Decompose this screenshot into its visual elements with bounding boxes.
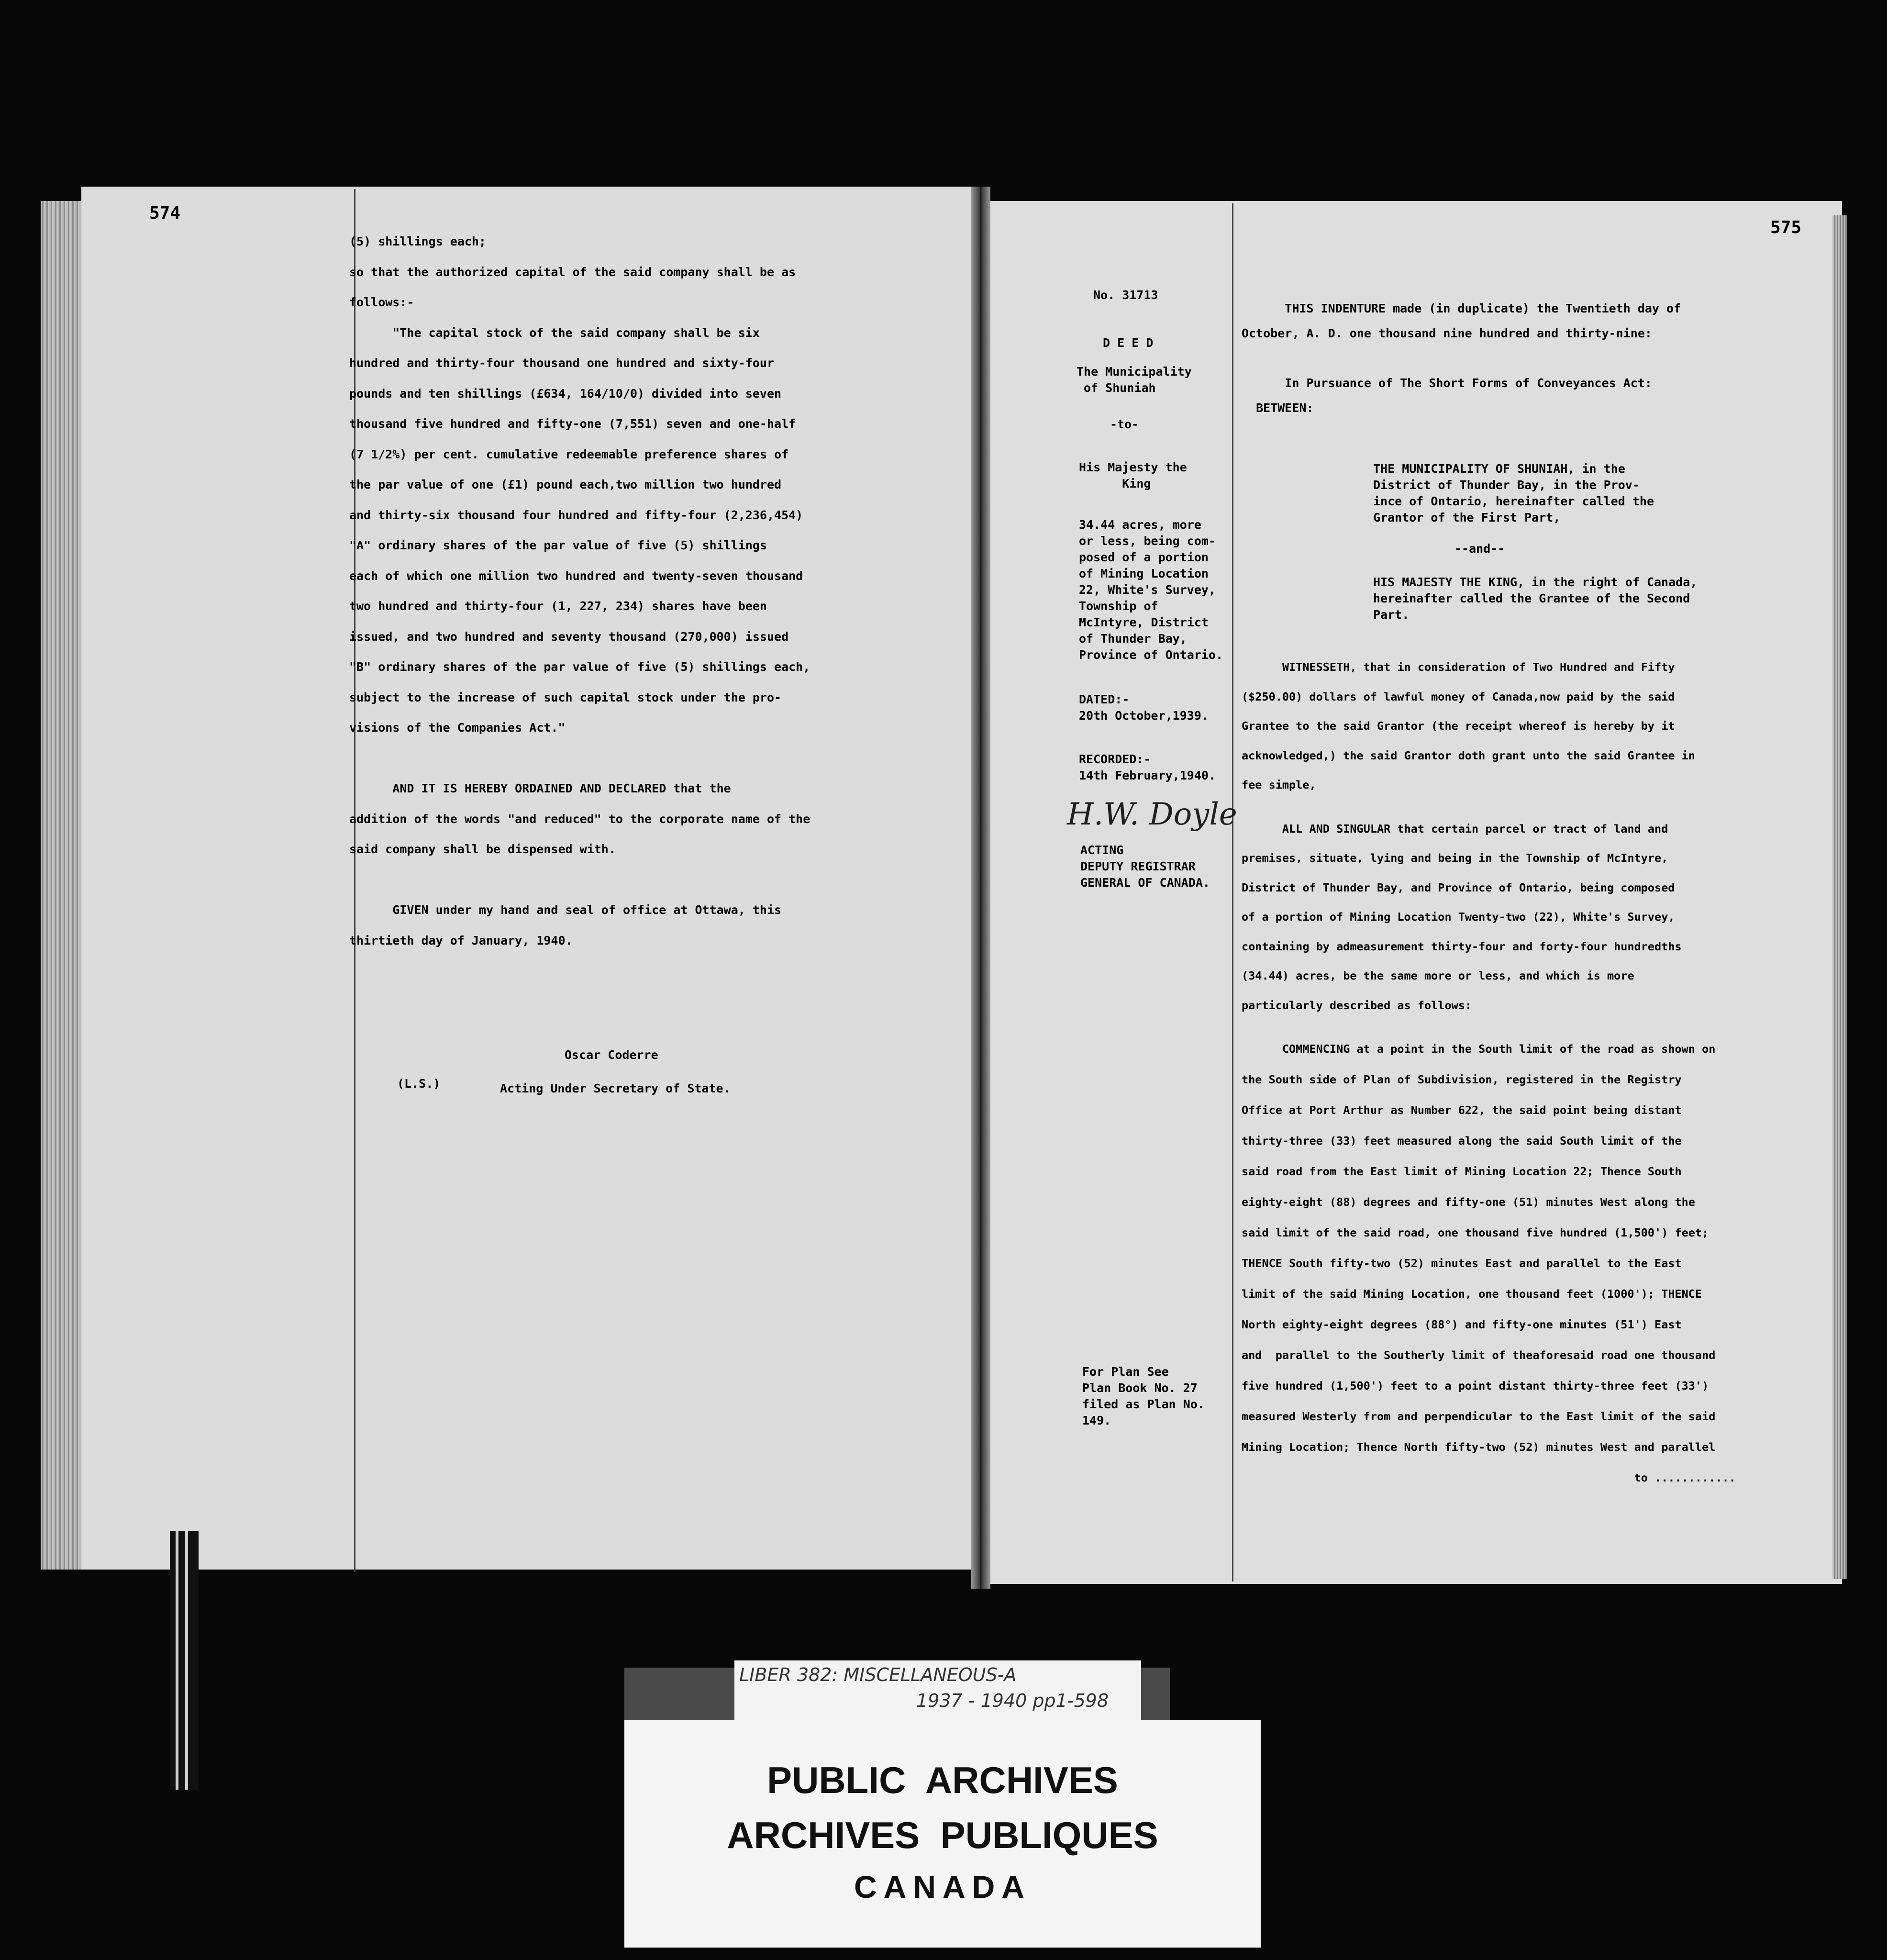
plan-reference: For Plan See Plan Book No. 27 filed as Plan No. 149. [1082, 1365, 1205, 1427]
text-line: five hundred (1,500') feet to a point distant thirty-three feet (33') [1242, 1379, 1709, 1392]
text-line: and parallel to the Southerly limit of theaforesaid road one thousand [1242, 1348, 1716, 1362]
deed-heading: D E E D [1103, 336, 1154, 350]
pen-pointer [170, 1531, 199, 1790]
recorded-note: RECORDED:- 14th February,1940. [1079, 752, 1216, 782]
registrar-title: ACTING DEPUTY REGISTRAR GENERAL OF CANADA. [1080, 843, 1210, 890]
volume-tag-line-1: LIBER 382: MISCELLANEOUS-A [739, 1664, 1017, 1685]
text-line: (5) shillings each; [349, 234, 486, 248]
text-line: and thirty-six thousand four hundred and fifty-four (2,236,454) [349, 508, 803, 522]
book-gutter [971, 187, 990, 1589]
party-grantee: HIS MAJESTY THE KING, in the right of Canada, hereinafter called the Grantee of the Second Part. [1373, 575, 1698, 622]
text-line: (7 1/2%) per cent. cumulative redeemable preference shares of [349, 447, 789, 461]
to-marker: -to- [1110, 417, 1139, 431]
volume-tag-line-2: 1937 - 1940 pp1-598 [916, 1690, 1109, 1711]
archives-card [624, 1720, 1261, 1948]
text-line: THENCE South fifty-two (52) minutes East and parallel to the East [1242, 1257, 1682, 1270]
text-line: WITNESSETH, that in consideration of Two Hundred and Fifty [1242, 660, 1675, 674]
page-edges-right [1832, 215, 1847, 1579]
text-line: THIS INDENTURE made (in duplicate) the Twentieth day of [1242, 301, 1681, 315]
text-line: Grantee to the said Grantor (the receipt whereof is hereby by it [1242, 719, 1675, 733]
text-line [1242, 1028, 1830, 1042]
text-line: COMMENCING at a point in the South limit of the road as shown on [1242, 1042, 1716, 1056]
text-line: pounds and ten shillings (£634, 164/10/0) divided into seven [349, 386, 782, 401]
text-line: the par value of one (£1) pound each,two million two hundred [349, 478, 782, 491]
text-line: ($250.00) dollars of lawful money of Canada,now paid by the said [1242, 690, 1675, 703]
text-line: ALL AND SINGULAR that certain parcel or tract of land and [1242, 822, 1668, 835]
archives-card-line-1: PUBLIC ARCHIVES [767, 1759, 1118, 1801]
text-line: "A" ordinary shares of the par value of five (5) shillings [349, 538, 767, 552]
text-line: thirtieth day of January, 1940. [349, 933, 573, 947]
text-line: particularly described as follows: [1242, 998, 1472, 1012]
text-line: hundred and thirty-four thousand one hundred and sixty-four [349, 356, 775, 370]
page-number-right: 575 [1770, 218, 1802, 237]
text-line [1242, 808, 1830, 822]
text-line [349, 751, 971, 782]
archives-card-line-2: ARCHIVES PUBLIQUES [727, 1814, 1158, 1856]
text-line: premises, situate, lying and being in the Township of McIntyre, [1242, 851, 1668, 865]
text-line: containing by admeasurement thirty-four and forty-four hundredths [1242, 939, 1682, 953]
text-line: the South side of Plan of Subdivision, registered in the Registry [1242, 1073, 1682, 1086]
text-line: In Pursuance of The Short Forms of Conveyances Act: [1242, 376, 1652, 390]
text-line: said company shall be dispensed with. [349, 842, 616, 856]
property-summary: 34.44 acres, more or less, being com- posed of a portion of Mining Location 22, White's Survey, Township of McIntyre, District of Thunder Bay, Province of Ontario. [1079, 518, 1223, 662]
text-line: to ............ [1242, 1471, 1736, 1484]
right-margin-rule [1232, 203, 1233, 1581]
grantee-short: His Majesty the King [1079, 460, 1187, 490]
text-line: follows:- [349, 295, 414, 309]
deed-number: No. 31713 [1093, 288, 1158, 302]
text-line: subject to the increase of such capital stock under the pro- [349, 690, 782, 704]
left-page-text [349, 234, 971, 964]
text-line: so that the authorized capital of the said company shall be as [349, 265, 796, 279]
text-line: limit of the said Mining Location, one thousand feet (1000'); THENCE [1242, 1287, 1702, 1301]
text-line: two hundred and thirty-four (1, 227, 234) shares have been [349, 599, 767, 613]
registrar-signature: H.W. Doyle [1067, 797, 1237, 832]
seal-marker: (L.S.) [397, 1077, 441, 1091]
text-line: visions of the Companies Act." [349, 721, 566, 735]
text-line: October, A. D. one thousand nine hundred and thirty-nine: [1242, 326, 1652, 340]
text-line: BETWEEN: [1242, 401, 1314, 415]
text-line: issued, and two hundred and seventy thousand (270,000) issued [349, 629, 789, 644]
text-line: AND IT IS HEREBY ORDAINED AND DECLARED that the [349, 781, 731, 795]
text-line: eighty-eight (88) degrees and fifty-one (51) minutes West along the [1242, 1195, 1695, 1209]
grantor-short: The Municipality of Shuniah [1077, 365, 1192, 395]
text-line: measured Westerly from and perpendicular to the East limit of the said [1242, 1410, 1716, 1423]
text-line: "The capital stock of the said company shall be six [349, 325, 760, 340]
indenture-body [1242, 660, 1830, 1490]
page-number-left: 574 [149, 203, 181, 223]
dated-note: DATED:- 20th October,1939. [1079, 692, 1209, 723]
party-grantor: THE MUNICIPALITY OF SHUNIAH, in the District of Thunder Bay, in the Prov- ince of Ontario, hereinafter called the Grantor of the First Part, [1373, 462, 1654, 524]
text-line [349, 873, 971, 903]
text-line: acknowledged,) the said Grantor doth grant unto the said Grantee in [1242, 748, 1695, 762]
text-line: thirty-three (33) feet measured along the said South limit of the [1242, 1134, 1682, 1147]
text-line: Office at Port Arthur as Number 622, the said point being distant [1242, 1103, 1682, 1117]
text-line: said road from the East limit of Mining Location 22; Thence South [1242, 1165, 1682, 1178]
text-line: North eighty-eight degrees (88°) and fifty-one minutes (51') East [1242, 1318, 1682, 1331]
text-line: thousand five hundred and fifty-one (7,551) seven and one-half [349, 417, 796, 431]
text-line: each of which one million two hundred and twenty-seven thousand [349, 568, 803, 583]
text-line: fee simple, [1242, 778, 1316, 791]
text-line: of a portion of Mining Location Twenty-two (22), White's Survey, [1242, 910, 1675, 924]
indenture-opening [1242, 301, 1816, 426]
text-line: GIVEN under my hand and seal of office at Ottawa, this [349, 903, 782, 917]
text-line: (34.44) acres, be the same more or less, and which is more [1242, 969, 1634, 982]
text-line: "B" ordinary shares of the par value of five (5) shillings each, [349, 660, 810, 674]
archives-card-line-3: CANADA [854, 1869, 1031, 1904]
and-marker: --and-- [1454, 542, 1505, 556]
signatory-name: Oscar Coderre [565, 1048, 658, 1062]
text-line: addition of the words "and reduced" to the corporate name of the [349, 812, 810, 826]
text-line [1242, 351, 1816, 376]
text-line: said limit of the said road, one thousand five hundred (1,500') feet; [1242, 1226, 1709, 1239]
text-line: District of Thunder Bay, and Province of Ontario, being composed [1242, 880, 1675, 894]
text-line: Mining Location; Thence North fifty-two (52) minutes West and parallel [1242, 1440, 1716, 1454]
volume-tag [734, 1660, 1141, 1720]
signatory-title: Acting Under Secretary of State. [500, 1081, 731, 1095]
